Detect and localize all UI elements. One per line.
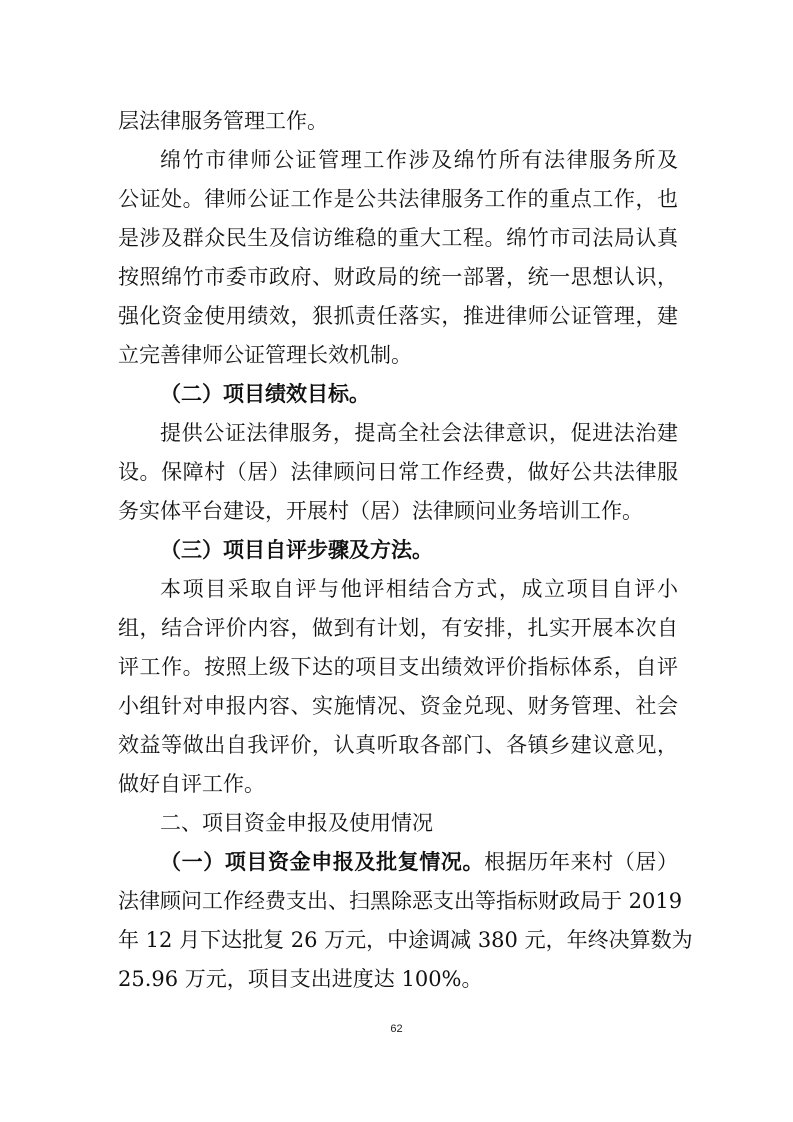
paragraph-lead-bold: （一）项目资金申报及批复情况。 [160,849,485,874]
paragraph-line: 公证处。律师公证工作是公共法律服务工作的重点工作，也 [118,187,678,211]
paragraph-line: 提供公证法律服务，提高全社会法律意识，促进法治建 [160,421,678,445]
paragraph-line: 25.96 万元，项目支出进度达 100%。 [118,967,483,991]
paragraph-line: 本项目采取自评与他评相结合方式，成立项目自评小 [160,577,678,601]
paragraph-line: 绵竹市律师公证管理工作涉及绵竹所有法律服务所及 [160,148,678,172]
paragraph-line: 设。保障村（居）法律顾问日常工作经费，做好公共法律服 [118,460,678,484]
paragraph-line: 年 12 月下达批复 26 万元，中途调减 380 元，年终决算数为 [118,928,693,952]
paragraph-line: 是涉及群众民生及信访维稳的重大工程。绵竹市司法局认真 [118,226,678,250]
paragraph-line-with-lead [160,847,678,877]
paragraph-line: 立完善律师公证管理长效机制。 [118,343,412,367]
paragraph-line: 组，结合评价内容，做到有计划，有安排，扎实开展本次自 [118,616,678,640]
paragraph-line: 小组针对申报内容、实施情况、资金兑现、财务管理、社会 [118,694,678,718]
paragraph-line: 评工作。按照上级下达的项目支出绩效评价指标体系，自评 [118,655,678,679]
paragraph-lead-rest: 根据历年来村（居） [484,850,679,874]
paragraph-line: 效益等做出自我评价，认真听取各部门、各镇乡建议意见， [118,733,678,757]
page-number: 62 [390,1023,403,1035]
paragraph-line: 做好自评工作。 [118,772,265,796]
paragraph-line: 强化资金使用绩效，狠抓责任落实，推进律师公证管理，建 [118,304,678,328]
paragraph-line: 法律顾问工作经费支出、扫黑除恶支出等指标财政局于 2019 [118,889,683,913]
paragraph-line: 层法律服务管理工作。 [118,109,328,133]
paragraph-line: 务实体平台建设，开展村（居）法律顾问业务培训工作。 [118,499,643,523]
section-heading: 二、项目资金申报及使用情况 [160,811,433,835]
subsection-heading: （二）项目绩效目标。 [160,381,370,406]
subsection-heading: （三）项目自评步骤及方法。 [160,537,433,562]
paragraph-line: 按照绵竹市委市政府、财政局的统一部署，统一思想认识， [118,265,678,289]
